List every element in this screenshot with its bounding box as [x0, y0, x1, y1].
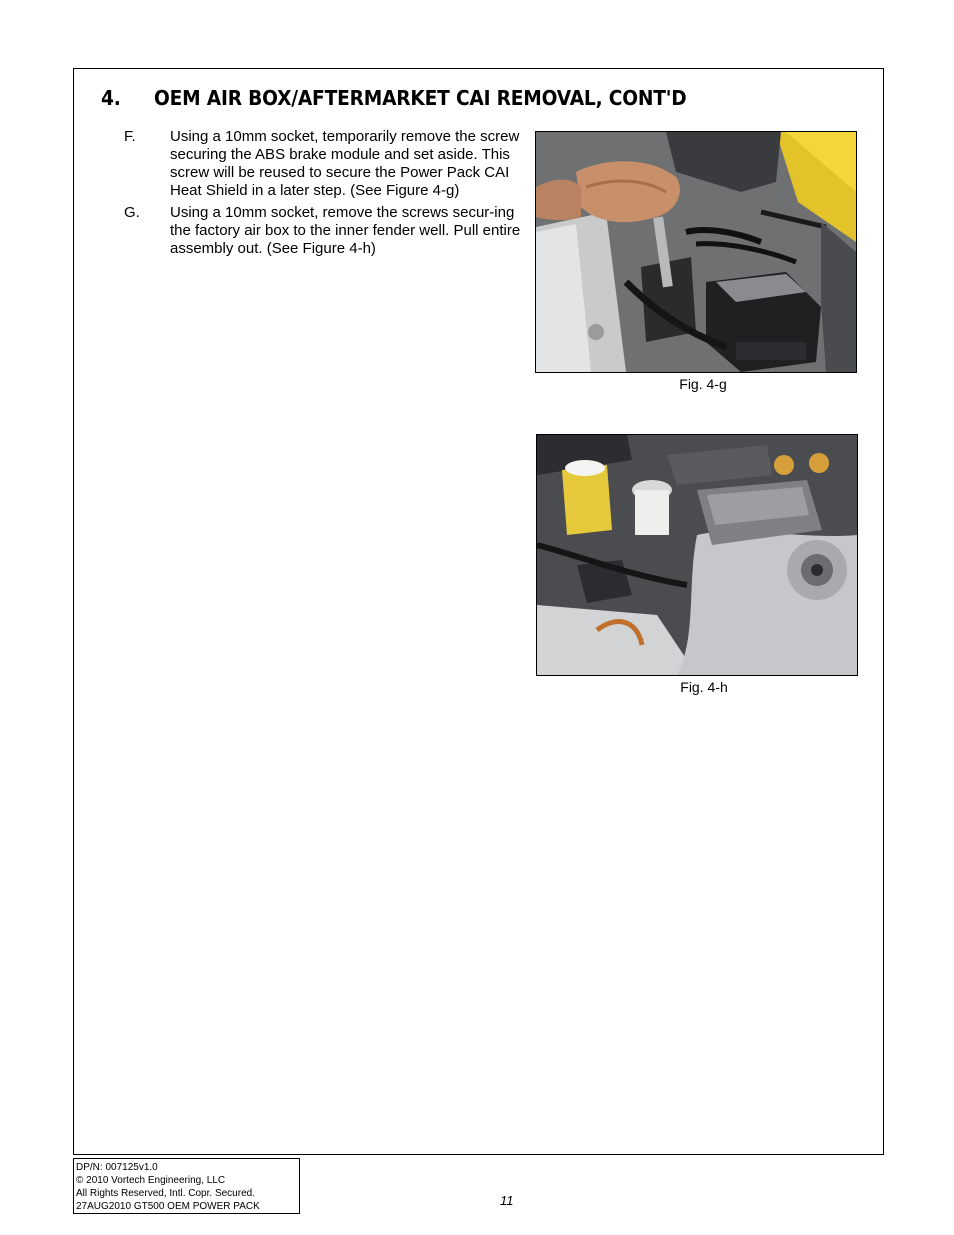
- section-title: OEM AIR BOX/AFTERMARKET CAI REMOVAL, CONT'D: [154, 86, 687, 110]
- figure-4h-caption: Fig. 4-h: [680, 679, 728, 695]
- step-text: Using a 10mm socket, temporarily remove the screw securing the ABS brake module and set aside. This screw will be reused to secure the Power Pack CAI Heat Shield in a later step. (See Figure 4-g): [170, 128, 520, 199]
- step-item: [124, 204, 524, 258]
- footer-line-rights: All Rights Reserved, Intl. Copr. Secured.: [76, 1188, 255, 1199]
- page-number: 11: [500, 1193, 514, 1208]
- figure-4g-caption: Fig. 4-g: [679, 376, 727, 392]
- footer-line-date-product: 27AUG2010 GT500 OEM POWER PACK: [76, 1201, 260, 1212]
- figure-4h-photo: [536, 434, 858, 676]
- section-number: 4.: [101, 86, 121, 110]
- footer-line-part-number: DP/N: 007125v1.0: [76, 1162, 158, 1173]
- step-letter: F.: [124, 128, 136, 145]
- step-text: Using a 10mm socket, remove the screws secur-ing the factory air box to the inner fender well. Pull entire assembly out. (See Figure 4-h): [170, 204, 521, 257]
- footer-info-box: [73, 1158, 300, 1214]
- footer-line-copyright: © 2010 Vortech Engineering, LLC: [76, 1175, 226, 1186]
- section-heading: [101, 86, 686, 110]
- figure-4g-photo: [535, 131, 857, 373]
- step-list: [124, 128, 524, 262]
- step-letter: G.: [124, 204, 140, 221]
- step-item: [124, 128, 524, 200]
